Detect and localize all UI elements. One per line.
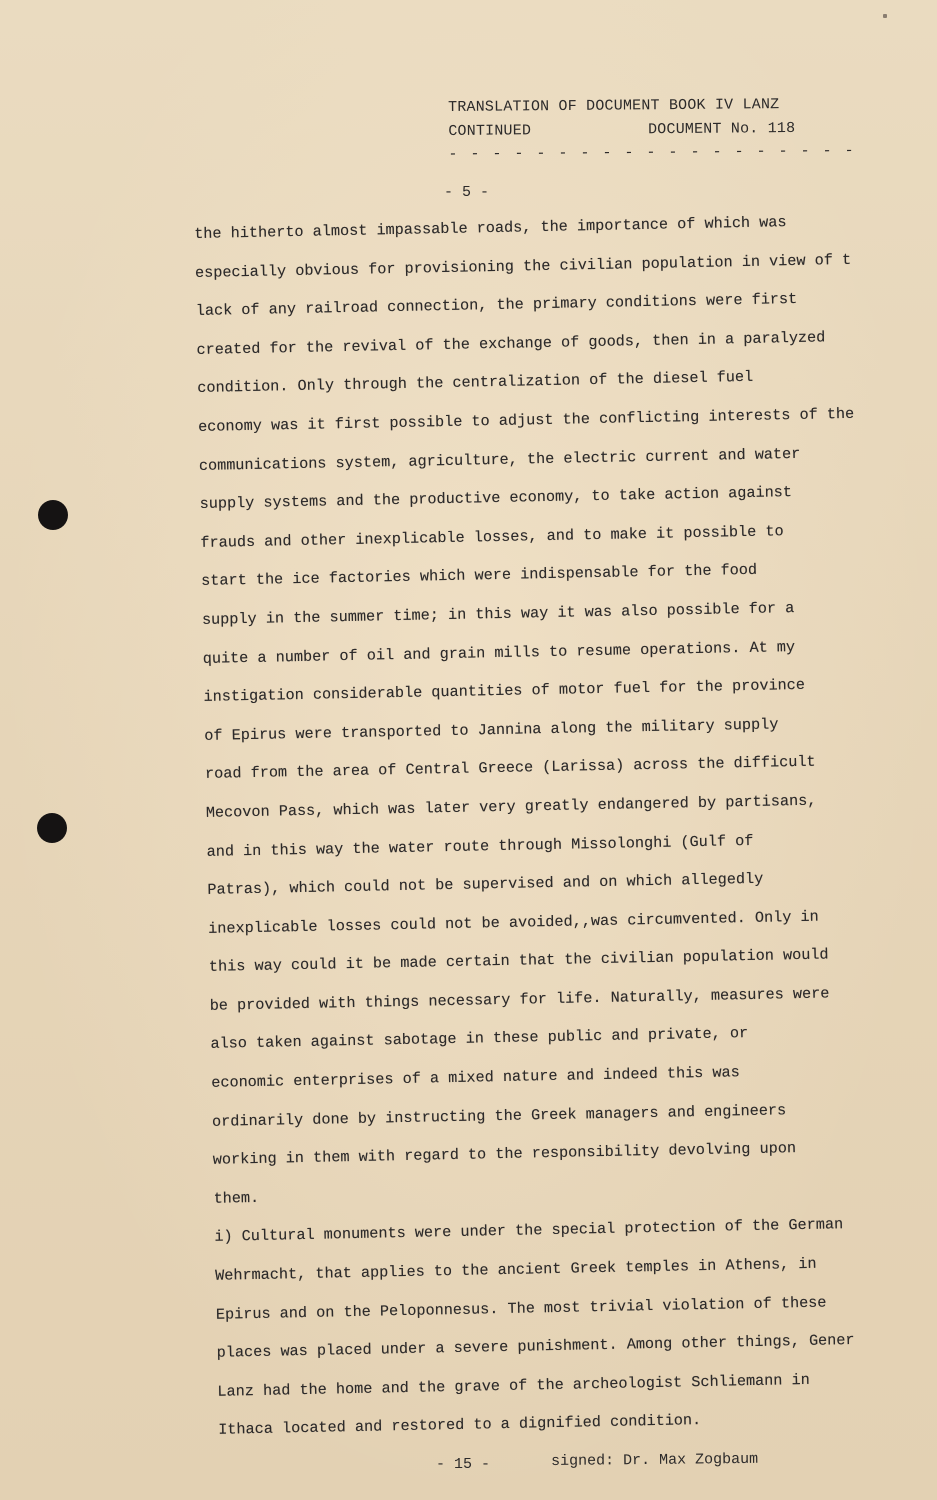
footer-signature: signed: Dr. Max Zogbaum xyxy=(551,1450,759,1470)
header-continued: CONTINUED xyxy=(448,122,532,140)
header-title: TRANSLATION OF DOCUMENT BOOK IV LANZ xyxy=(448,96,780,116)
body-line: be provided with things necessary for life. Naturally, measures were xyxy=(209,984,830,1015)
body-line: supply systems and the productive economy, to take action against xyxy=(199,483,793,514)
document-header xyxy=(448,93,856,164)
body-line: frauds and other inexplicable losses, and to make it possible to xyxy=(200,521,784,552)
body-line: lack of any railroad connection, the primary conditions were first xyxy=(195,290,798,321)
header-dashes: - - - - - - - - - - - - - - - - - - - xyxy=(448,142,856,163)
body-line: Mecovon Pass, which was later very greatly endangered by partisans, xyxy=(205,791,817,822)
body-line: and in this way the water route through Missolonghi (Gulf of xyxy=(206,831,754,861)
body-line: Wehrmacht, that applies to the ancient Greek temples in Athens, in xyxy=(214,1254,817,1285)
header-document-number: DOCUMENT No. 118 xyxy=(647,119,796,139)
body-line: Epirus and on the Peloponnesus. The most trivial violation of these xyxy=(215,1293,827,1324)
punch-hole-lower xyxy=(37,813,67,843)
body-line: Lanz had the home and the grave of the archeologist Schliemann in xyxy=(217,1370,810,1401)
body-line: this way could it be made certain that the civilian population would xyxy=(208,945,829,977)
body-line: especially obvious for provisioning the civilian population in view of t xyxy=(194,250,852,282)
body-line: them. xyxy=(213,1188,260,1208)
corner-mark xyxy=(883,14,887,18)
body-line: road from the area of Central Greece (Larissa) across the difficult xyxy=(204,752,816,784)
body-line: economic enterprises of a mixed nature and indeed this was xyxy=(211,1063,740,1092)
body-line: start the ice factories which were indispensable for the food xyxy=(201,561,758,591)
body-line: ordinarily done by instructing the Greek managers and engineers xyxy=(211,1100,787,1131)
body-line: the hitherto almost impassable roads, the importance of which was xyxy=(194,213,787,243)
punch-hole-upper xyxy=(38,500,68,530)
page-indicator: - 5 - xyxy=(444,184,490,201)
body-line: places was placed under a severe punishment. Among other things, Gener xyxy=(216,1331,855,1362)
body-line: quite a number of oil and grain mills to resume operations. At my xyxy=(202,637,796,668)
body-line: also taken against sabotage in these public and private, or xyxy=(210,1024,749,1054)
body-line: communications system, agriculture, the electric current and water xyxy=(198,444,801,475)
body-line: Ithaca located and restored to a dignified condition. xyxy=(218,1411,702,1440)
footer-page-number: - 15 - xyxy=(436,1456,491,1473)
header-subtitle-row xyxy=(448,117,795,144)
body-line: created for the revival of the exchange of goods, then in a paralyzed xyxy=(196,328,826,359)
body-line: supply in the summer time; in this way it was also possible for a xyxy=(201,598,795,629)
body-text xyxy=(194,208,919,1457)
body-line: working in them with regard to the responsibility devolving upon xyxy=(212,1139,797,1170)
body-line: condition. Only through the centralization of the diesel fuel xyxy=(197,368,754,398)
body-line: economy was it first possible to adjust the conflicting interests of the xyxy=(197,404,855,436)
body-line: instigation considerable quantities of motor fuel for the province xyxy=(203,675,806,707)
body-line: inexplicable losses could not be avoided,,was circumvented. Only in xyxy=(208,907,819,938)
body-line: of Epirus were transported to Jannina along the military supply xyxy=(204,715,779,745)
body-line: i) Cultural monuments were under the special protection of the German xyxy=(214,1215,844,1247)
body-line: Patras), which could not be supervised and on which allegedly xyxy=(207,869,764,899)
